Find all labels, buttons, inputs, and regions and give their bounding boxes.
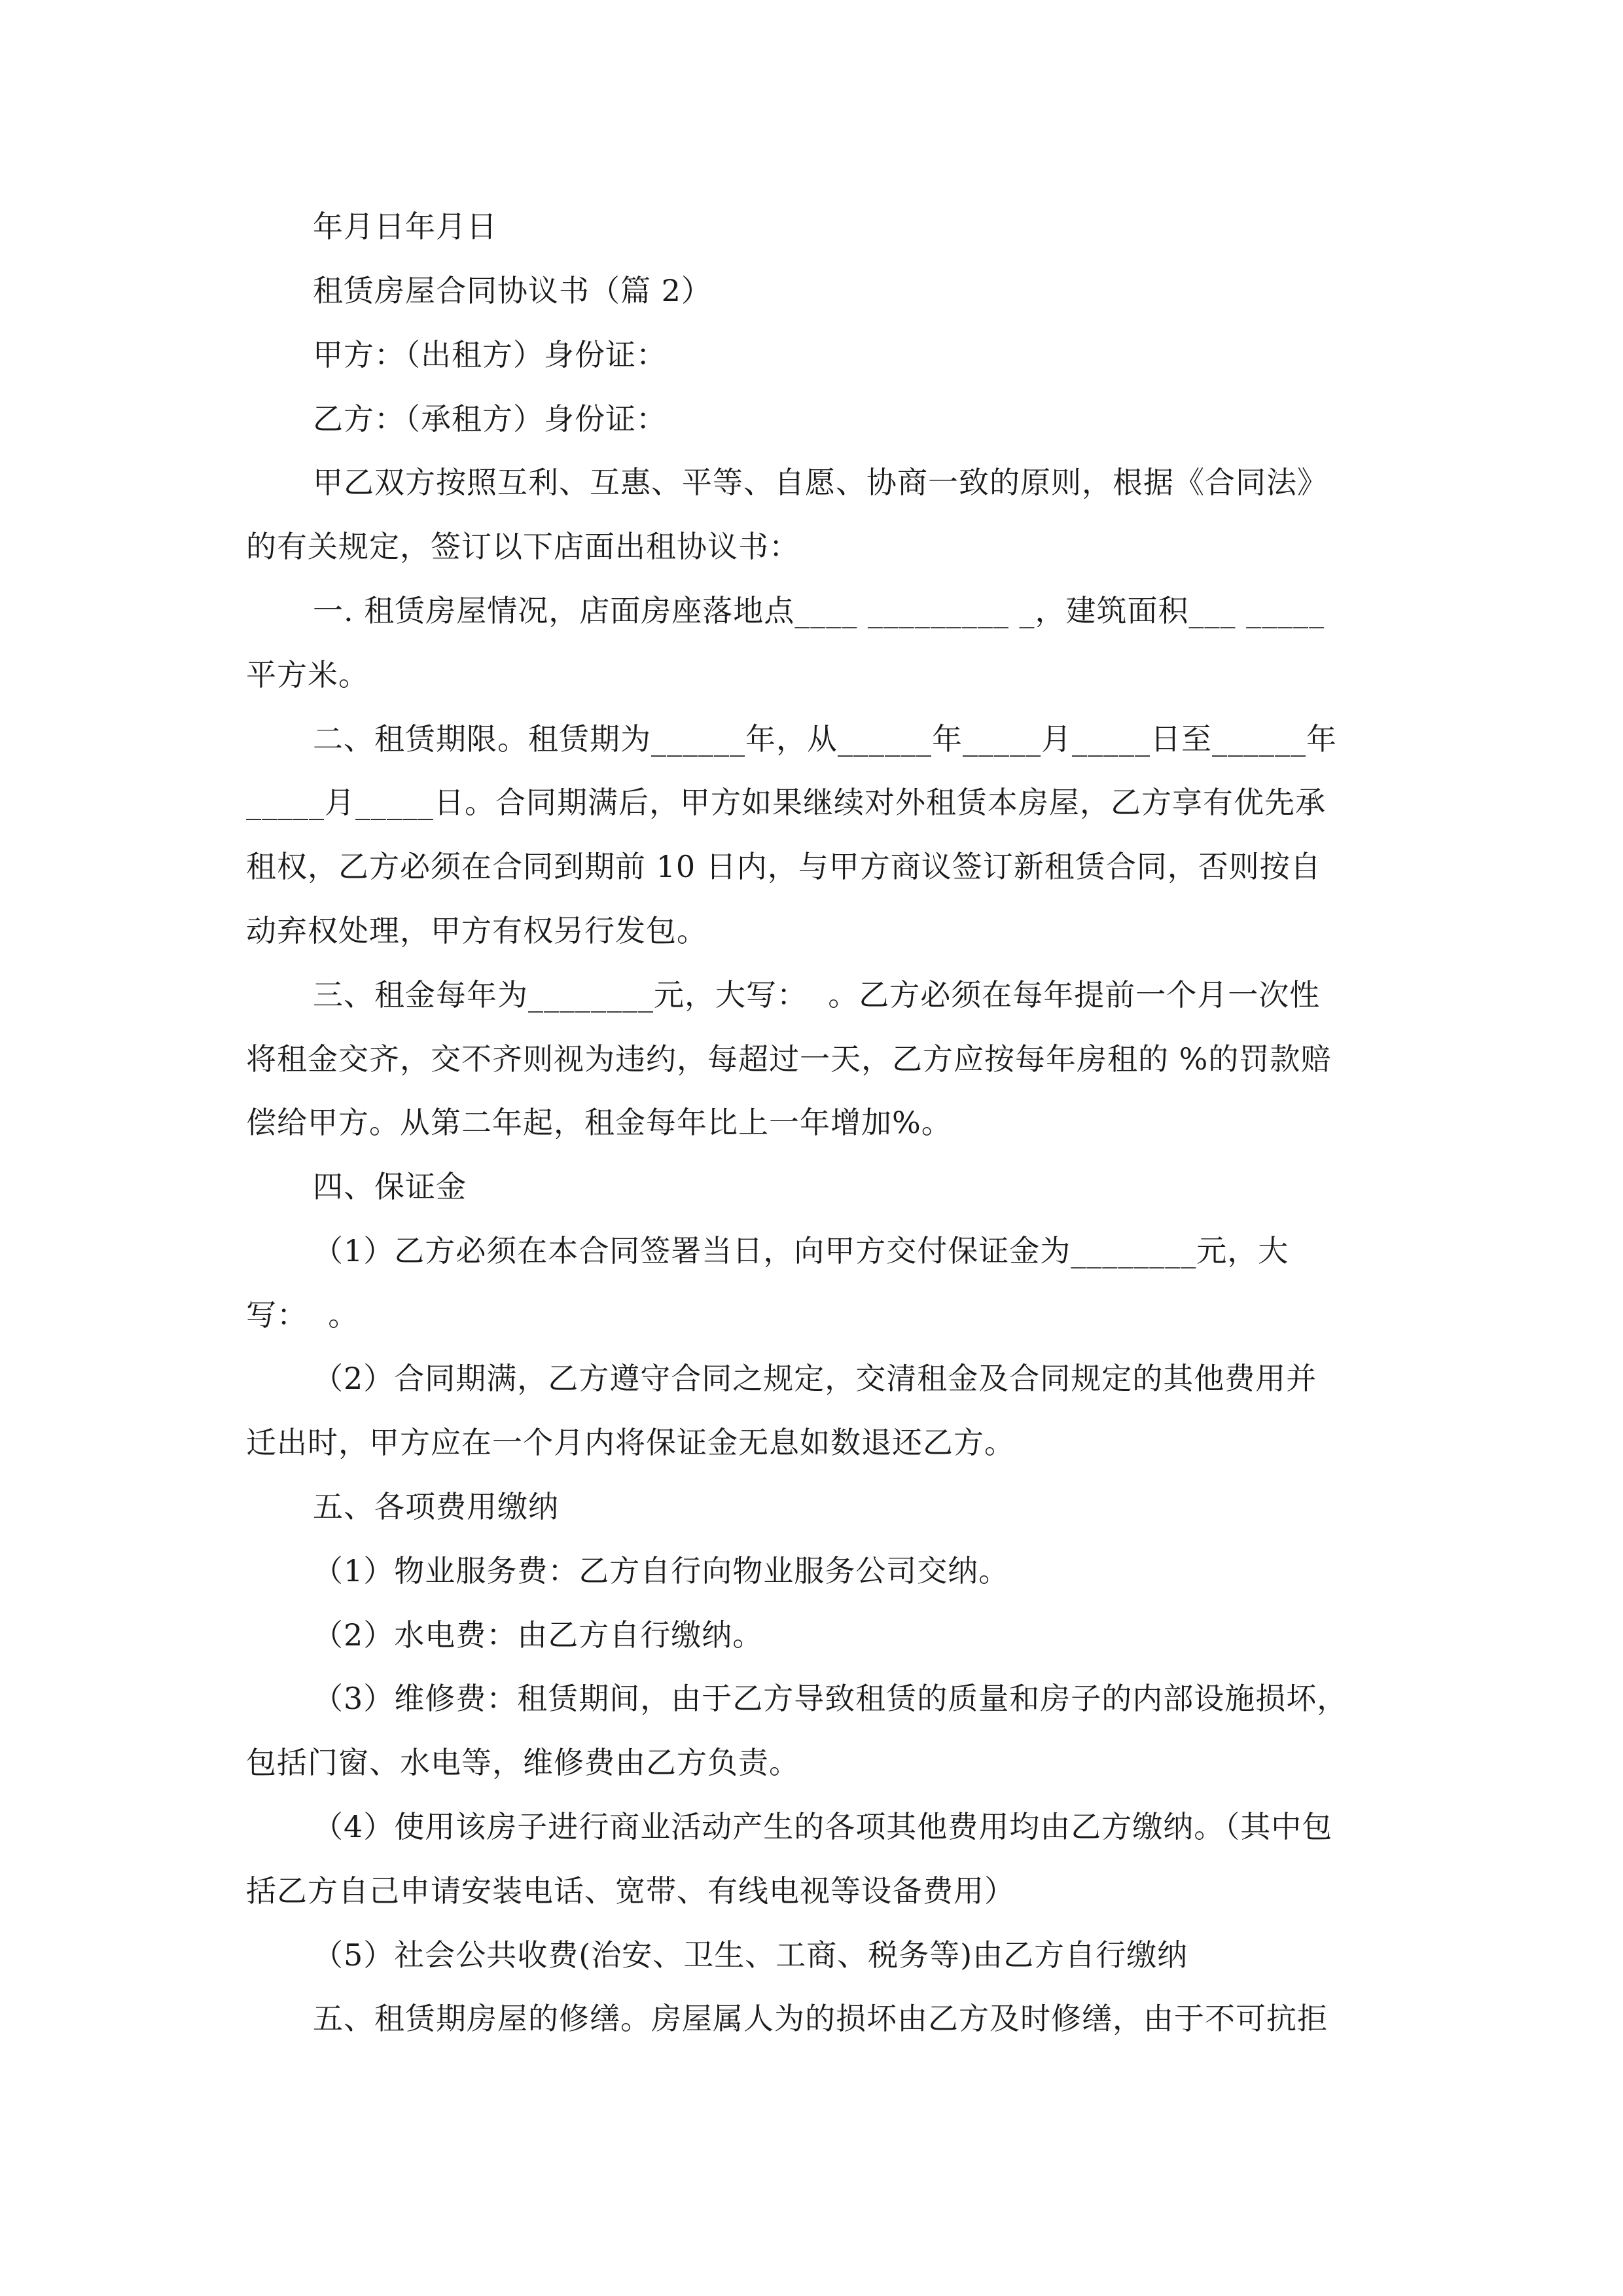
preamble-line-2: 的有关规定，签订以下店面出租协议书： (246, 529, 800, 564)
clause-5-item-4-line-2: 括乙方自己申请安装电话、宽带、有线电视等设备费用） (246, 1873, 1015, 1909)
clause-5-item-1: （1）物业服务费：乙方自行向物业服务公司交纳。 (313, 1553, 1010, 1588)
clause-1-line-1: 一. 租赁房屋情况，店面房座落地点____ _________ _，建筑面积___ _____ (313, 593, 1325, 628)
clause-2-line-4: 动弃权处理，甲方有权另行发包。 (246, 913, 707, 948)
clause-4-heading: 四、保证金 (313, 1169, 467, 1204)
clause-4-item-2-line-2: 迁出时，甲方应在一个月内将保证金无息如数退还乙方。 (246, 1425, 1015, 1460)
date-line: 年月日年月日 (313, 209, 497, 244)
preamble-line-1: 甲乙双方按照互利、互惠、平等、自愿、协商一致的原则，根据《合同法》 (313, 465, 1328, 500)
clause-5-item-3-line-2: 包括门窗、水电等，维修费由乙方负责。 (246, 1745, 800, 1780)
clause-3-line-1: 三、租金每年为________元，大写： 。乙方必须在每年提前一个月一次性 (313, 977, 1321, 1013)
clause-4-item-1-line-1: （1）乙方必须在本合同签署当日，向甲方交付保证金为________元，大 (313, 1233, 1289, 1268)
clause-4-item-2-line-1: （2）合同期满，乙方遵守合同之规定，交清租金及合同规定的其他费用并 (313, 1361, 1317, 1396)
clause-3-line-2: 将租金交齐，交不齐则视为违约，每超过一天，乙方应按每年房租的 %的罚款赔 (246, 1041, 1332, 1077)
clause-2-line-3: 租权，乙方必须在合同到期前 10 日内，与甲方商议签订新租赁合同，否则按自 (246, 849, 1321, 884)
clause-3-line-3: 偿给甲方。从第二年起，租金每年比上一年增加%。 (246, 1105, 952, 1140)
clause-5-heading: 五、各项费用缴纳 (313, 1489, 559, 1524)
clause-6-line-1: 五、租赁期房屋的修缮。房屋属人为的损坏由乙方及时修缮，由于不可抗拒 (313, 2001, 1328, 2036)
clause-5-item-4-line-1: （4）使用该房子进行商业活动产生的各项其他费用均由乙方缴纳。（其中包 (313, 1809, 1333, 1844)
party-a-line: 甲方：（出租方）身份证： (313, 337, 667, 372)
contract-title: 租赁房屋合同协议书（篇 2） (313, 273, 712, 308)
clause-5-item-5: （5）社会公共收费(治安、卫生、工商、税务等)由乙方自行缴纳 (313, 1937, 1188, 1973)
clause-5-item-3-line-1: （3）维修费：租赁期间，由于乙方导致租赁的质量和房子的内部设施损坏， (313, 1681, 1348, 1716)
clause-2-line-2: _____月_____日。合同期满后，甲方如果继续对外租赁本房屋，乙方享有优先承 (246, 785, 1326, 820)
clause-5-item-2: （2）水电费：由乙方自行缴纳。 (313, 1617, 764, 1653)
party-b-line: 乙方：（承租方）身份证： (313, 401, 667, 437)
clause-2-line-1: 二、租赁期限。租赁期为______年，从______年_____月_____日至______年 (313, 721, 1337, 757)
clause-1-line-2: 平方米。 (246, 657, 369, 692)
clause-4-item-1-line-2: 写： 。 (246, 1297, 359, 1333)
